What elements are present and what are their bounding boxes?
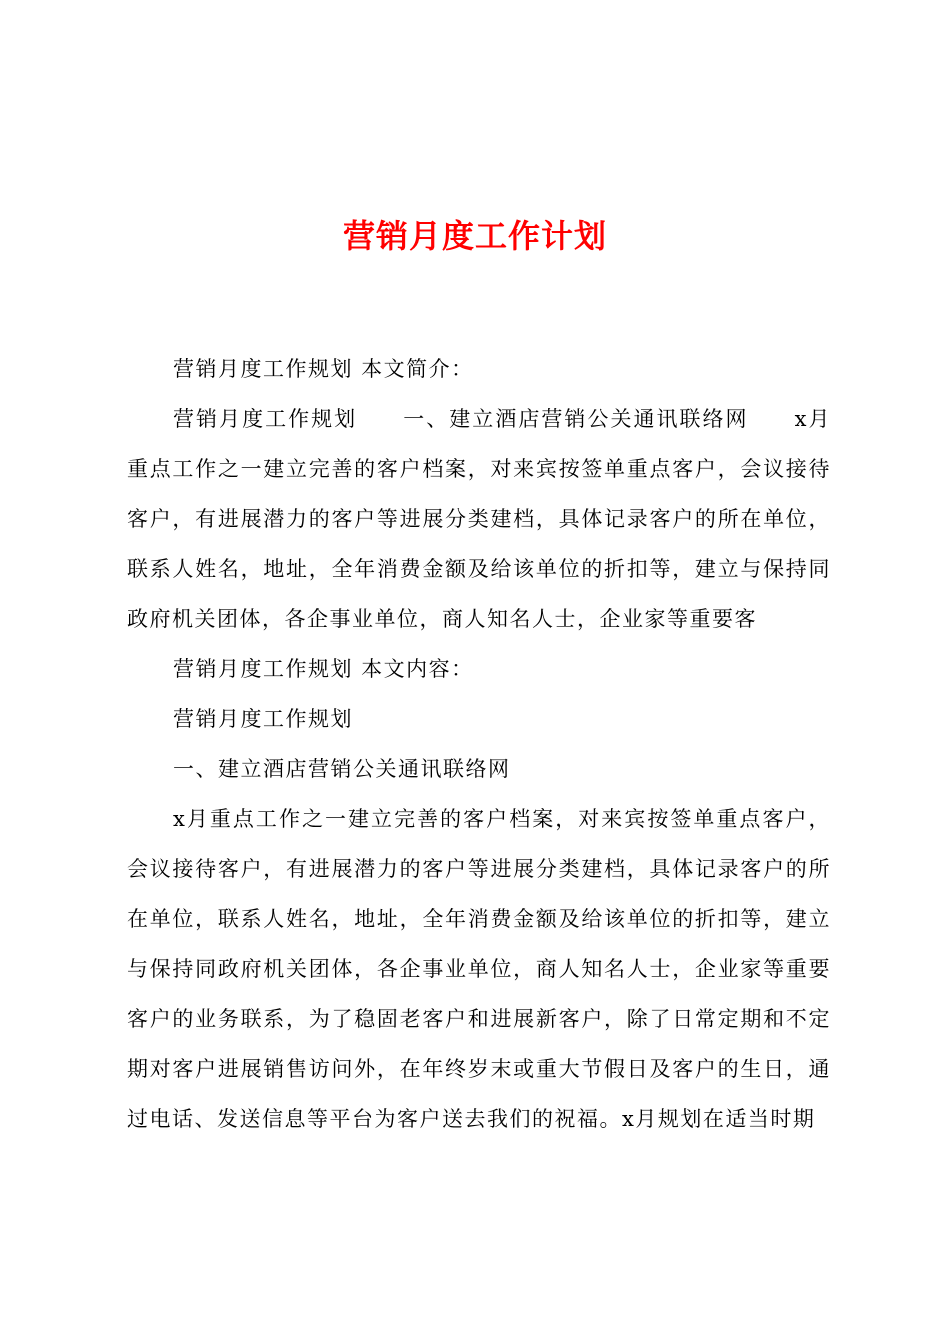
document-title: 营销月度工作计划 — [342, 217, 607, 255]
paragraph-intro-heading: 营销月度工作规划 本文简介： — [173, 357, 474, 381]
document-body — [127, 344, 831, 1144]
paragraph-section-body: x月重点工作之一建立完善的客户档案，对来宾按签单重点客户，会议接待客户，有进展潜力的客户等进展分类建档，具体记录客户的所在单位，联系人姓名，地址，全年消费金额及给该单位的折扣等，建立与保持同政府机关团体，各企事业单位，商人知名人士，企业家等重要客户的业务联系，为了稳固老客户和进展新客户，除了日常定期和不定期对客户进展销售访问外，在年终岁末或重大节假日及客户的生日，通过电话、发送信息等平台为客户送去我们的祝福。x月规划在适当时期 — [127, 807, 831, 1131]
paragraph-summary: 营销月度工作规划 一、建立酒店营销公关通讯联络网 x月重点工作之一建立完善的客户档案，对来宾按签单重点客户，会议接待客户，有进展潜力的客户等进展分类建档，具体记录客户的所在单位，联系人姓名，地址，全年消费金额及给该单位的折扣等，建立与保持同政府机关团体，各企事业单位，商人知名人士，企业家等重要客 — [127, 407, 831, 631]
paragraph-content-heading: 营销月度工作规划 本文内容： — [173, 657, 474, 681]
paragraph-plan-title: 营销月度工作规划 — [173, 707, 353, 731]
paragraph-section-heading: 一、建立酒店营销公关通讯联络网 — [173, 757, 511, 781]
